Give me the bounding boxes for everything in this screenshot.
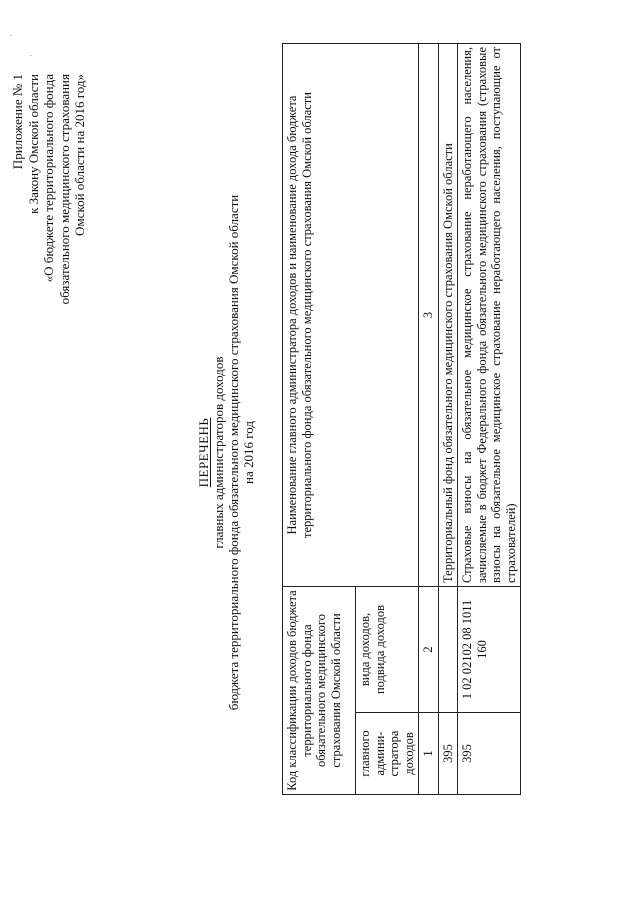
header-code-group: Код классификации доходов бюджета территориального фонда обязательного медицинского страхования Омской области bbox=[283, 587, 356, 795]
income-code: 1 02 02102 08 1011 160 bbox=[458, 587, 521, 713]
admin-code: 395 bbox=[438, 713, 458, 795]
income-name: Страховые взносы на обязательное медицинское страхование неработающего населения, зачисляемые в бюджет Федерального фонда обязательного медицинского страхования (страховые взносы на обязательное медицинское страхование неработающего населения, поступающие от страхователей) bbox=[458, 44, 521, 587]
table-row bbox=[438, 44, 458, 795]
scan-speck: · bbox=[26, 54, 36, 57]
appendix-line: Приложение № 1 bbox=[10, 74, 25, 170]
scan-speck: · bbox=[6, 34, 16, 37]
income-code bbox=[438, 587, 458, 713]
heading-line: бюджета территориального фонда обязательного медицинского страхования Омской области bbox=[226, 194, 241, 711]
income-name: Территориальный фонд обязательного медицинского страхования Омской области bbox=[438, 44, 458, 587]
header-kind: вида доходов, подвида доходов bbox=[356, 587, 419, 713]
table-header-row bbox=[283, 44, 356, 795]
appendix-line: обязательного медицинского страхования bbox=[56, 74, 72, 305]
header-admin: главного админи-стратора доходов bbox=[356, 713, 419, 795]
heading-line: главных администраторов доходов bbox=[211, 356, 226, 549]
appendix-line: «О бюджете территориального фонда bbox=[41, 74, 56, 283]
administrators-table bbox=[282, 43, 521, 795]
appendix-line: к Закону Омской области bbox=[25, 74, 41, 214]
column-number: 3 bbox=[419, 44, 439, 587]
admin-code: 395 bbox=[458, 713, 521, 795]
document-title: ПЕРЕЧЕНЬ bbox=[196, 417, 211, 488]
heading-line: на 2016 год bbox=[241, 421, 256, 484]
appendix-block bbox=[10, 74, 88, 494]
header-name-text: Наименование главного администратора доходов и наименование дохода бюджета территориального фонда обязательного медицинского страхования Омской области bbox=[285, 92, 314, 538]
header-name bbox=[283, 44, 419, 587]
document-heading bbox=[196, 0, 256, 905]
column-number: 1 bbox=[419, 713, 439, 795]
column-number: 2 bbox=[419, 587, 439, 713]
column-number-row bbox=[419, 44, 439, 795]
appendix-line: Омской области на 2016 год» bbox=[72, 74, 87, 236]
table-row bbox=[458, 44, 521, 795]
